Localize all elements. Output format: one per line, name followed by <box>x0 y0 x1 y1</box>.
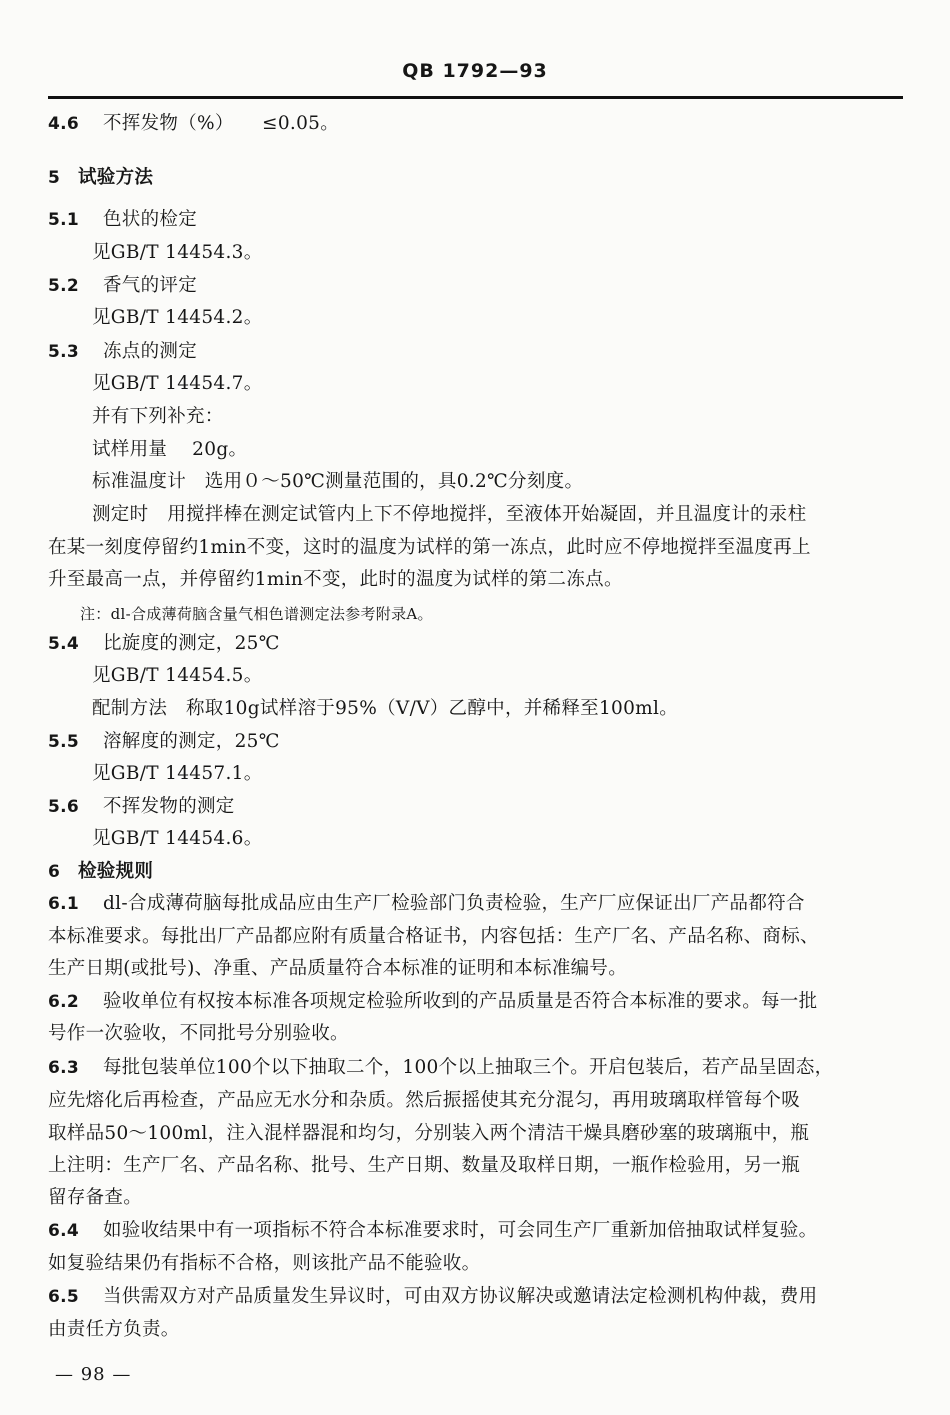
clause-title: 比旋度的测定，25℃ <box>103 633 280 654</box>
clause-number: 5.1 <box>48 210 80 230</box>
clause-5-3-supplement: 并有下列补充： <box>92 406 224 427</box>
section-5-heading <box>48 166 153 190</box>
clause-5-6-heading <box>48 795 235 819</box>
clause-title: 香气的评定 <box>103 275 198 296</box>
clause-number: 6.3 <box>48 1058 80 1078</box>
clause-5-1-ref: 见GB/T 14454.3。 <box>92 242 263 263</box>
clause-number: 6.1 <box>48 894 80 914</box>
clause-number: 5.2 <box>48 276 80 296</box>
standard-number-header: QB 1792—93 <box>402 60 548 82</box>
clause-5-6-ref: 见GB/T 14454.6。 <box>92 828 263 849</box>
header-rule <box>48 96 903 99</box>
clause-title: 溶解度的测定，25℃ <box>103 731 280 752</box>
clause-6-2-line: 号作一次验收，不同批号分别验收。 <box>48 1023 349 1044</box>
clause-6-1-line: 生产日期(或批号)、净重、产品质量符合本标准的证明和本标准编号。 <box>48 958 628 979</box>
clause-5-3-procedure-line: 升至最高一点，并停留约1min不变，此时的温度为试样的第二冻点。 <box>48 569 623 590</box>
clause-6-3-line <box>48 1056 833 1080</box>
clause-5-3-procedure-line: 测定时 用搅拌棒在测定试管内上下不停地搅拌，至液体开始凝固，并且温度计的汞柱 <box>92 504 807 525</box>
clause-title: 冻点的测定 <box>103 341 198 362</box>
clause-6-3-line: 应先熔化后再检查，产品应无水分和杂质。然后振摇使其充分混匀，再用玻璃取样管每个吸 <box>48 1090 801 1111</box>
clause-title: 色状的检定 <box>103 209 198 230</box>
clause-5-4-ref: 见GB/T 14454.5。 <box>92 665 263 686</box>
clause-number: 5.3 <box>48 342 80 362</box>
clause-5-2-heading <box>48 274 197 298</box>
clause-4-6 <box>48 112 339 136</box>
clause-6-4-line <box>48 1219 817 1243</box>
clause-5-3-heading <box>48 340 197 364</box>
clause-number: 4.6 <box>48 114 80 134</box>
clause-5-4-heading <box>48 632 280 656</box>
clause-number: 6.4 <box>48 1221 80 1241</box>
clause-6-3-line: 上注明：生产厂名、产品名称、批号、生产日期、数量及取样日期，一瓶作检验用，另一瓶 <box>48 1155 801 1176</box>
clause-6-5-line: 由责任方负责。 <box>48 1319 180 1340</box>
clause-6-4-line: 如复验结果仍有指标不合格，则该批产品不能验收。 <box>48 1253 481 1274</box>
clause-text: 如验收结果中有一项指标不符合本标准要求时，可会同生产厂重新加倍抽取试样复验。 <box>103 1220 818 1241</box>
clause-6-1-line: 本标准要求。每批出厂产品都应附有质量合格证书，内容包括：生产厂名、产品名称、商标、 <box>48 926 819 947</box>
clause-text: 当供需双方对产品质量发生异议时，可由双方协议解决或邀请法定检测机构仲裁，费用 <box>103 1286 818 1307</box>
clause-5-4-preparation: 配制方法 称取10g试样溶于95%（V/V）乙醇中，并稀释至100ml。 <box>92 698 679 719</box>
clause-6-1-line <box>48 892 805 916</box>
clause-5-3-sample: 试样用量 20g。 <box>92 439 248 460</box>
clause-text: 验收单位有权按本标准各项规定检验所收到的产品质量是否符合本标准的要求。每一批 <box>103 991 818 1012</box>
clause-5-1-heading <box>48 208 197 232</box>
clause-5-5-ref: 见GB/T 14457.1。 <box>92 763 263 784</box>
clause-6-2-line <box>48 990 817 1014</box>
clause-5-3-ref: 见GB/T 14454.7。 <box>92 373 263 394</box>
section-title: 检验规则 <box>78 861 154 882</box>
clause-6-5-line <box>48 1285 817 1309</box>
clause-number: 5.6 <box>48 797 80 817</box>
clause-number: 6.2 <box>48 992 80 1012</box>
clause-6-3-line: 取样品50～100ml，注入混样器混和均匀，分别装入两个清洁干燥具磨砂塞的玻璃瓶中，瓶 <box>48 1123 810 1144</box>
clause-5-3-thermometer: 标准温度计 选用０～50℃测量范围的，具0.2℃分刻度。 <box>92 471 584 492</box>
clause-5-2-ref: 见GB/T 14454.2。 <box>92 307 263 328</box>
section-number: 6 <box>48 862 61 882</box>
clause-number: 5.5 <box>48 732 80 752</box>
clause-text: 不挥发物（%） ≤0.05。 <box>103 113 340 134</box>
section-title: 试验方法 <box>78 167 154 188</box>
clause-6-3-line: 留存备查。 <box>48 1187 143 1208</box>
clause-number: 6.5 <box>48 1287 80 1307</box>
page-number-footer: — 98 — <box>55 1364 132 1385</box>
clause-title: 不挥发物的测定 <box>103 796 235 817</box>
clause-text: dl-合成薄荷脑每批成品应由生产厂检验部门负责检验，生产厂应保证出厂产品都符合 <box>103 893 805 914</box>
clause-5-5-heading <box>48 730 280 754</box>
clause-5-3-procedure-line: 在某一刻度停留约1min不变，这时的温度为试样的第一冻点，此时应不停地搅拌至温度再上 <box>48 537 811 558</box>
clause-number: 5.4 <box>48 634 80 654</box>
section-6-heading <box>48 860 153 884</box>
clause-5-3-note: 注：dl-合成薄荷脑含量气相色谱测定法参考附录A。 <box>80 605 433 623</box>
section-number: 5 <box>48 168 61 188</box>
clause-text: 每批包装单位100个以下抽取二个，100个以上抽取三个。开启包装后，若产品呈固态， <box>103 1057 834 1078</box>
